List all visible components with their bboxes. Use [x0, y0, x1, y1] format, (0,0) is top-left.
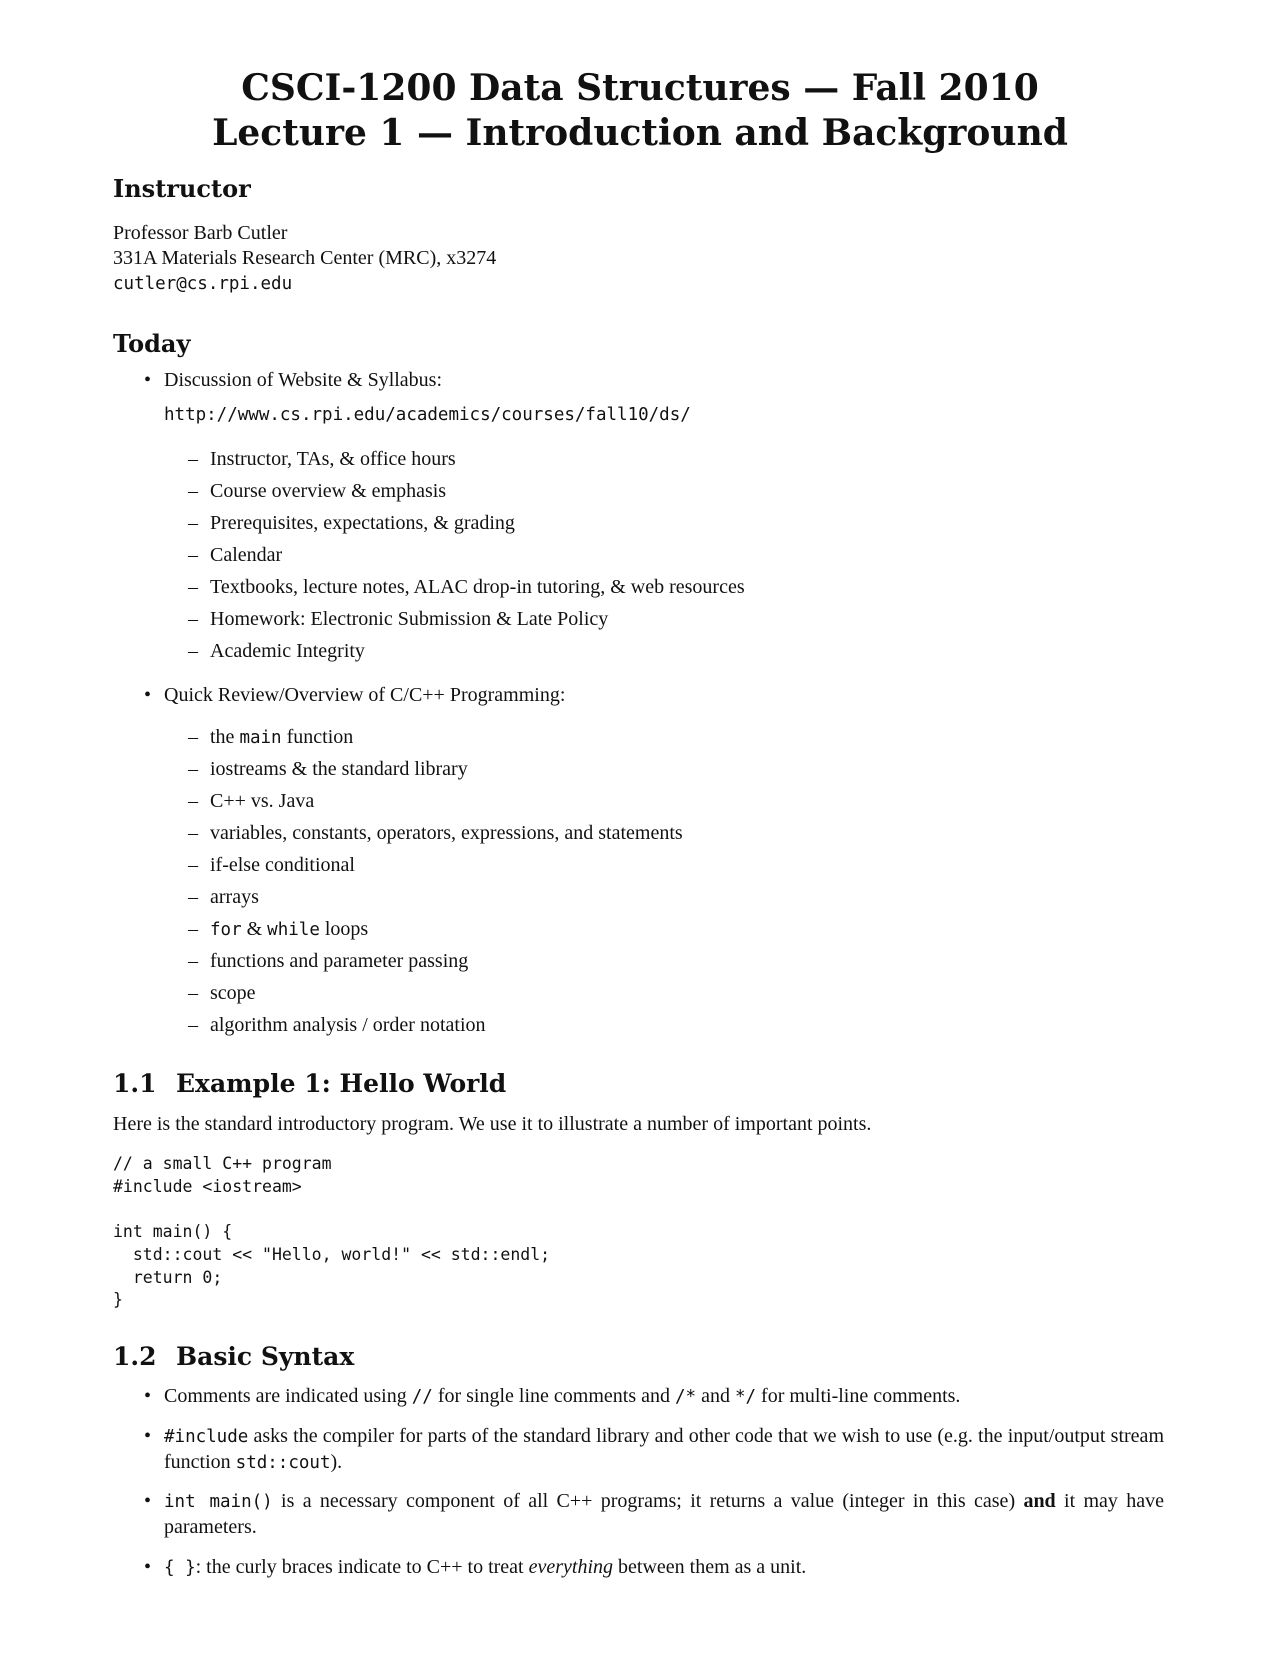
list-item: – Course overview & emphasis — [188, 480, 447, 502]
section-number: 1.2 — [113, 1342, 157, 1371]
list-item: – Instructor, TAs, & office hours — [188, 448, 456, 470]
dash-icon: – — [188, 854, 198, 876]
section-1-1-intro: Here is the standard introductory program. We use it to illustrate a number of important points. — [113, 1113, 872, 1135]
review-item: Quick Review/Overview of C/C++ Programming: — [164, 684, 566, 706]
dash-icon: – — [188, 512, 198, 534]
bullet-icon: • — [144, 1425, 152, 1447]
list-item: – C++ vs. Java — [188, 790, 315, 812]
list-item: – variables, constants, operators, expressions, and statements — [188, 822, 683, 844]
dash-icon: – — [188, 608, 198, 630]
list-item: – functions and parameter passing — [188, 950, 469, 972]
dash-icon: – — [188, 886, 198, 908]
list-item: • #include asks the compiler for parts of the standard library and other code that we wish to use (e.g. the input/output stream function std::cout). — [144, 1425, 1164, 1473]
dash-icon: – — [188, 918, 198, 940]
list-item — [144, 683, 1164, 708]
instructor-email: cutler@cs.rpi.edu — [113, 274, 293, 294]
list-item — [144, 368, 1164, 393]
list-item: – arrays — [188, 886, 259, 908]
list-item: – scope — [188, 982, 256, 1004]
list-item: – for & while loops — [188, 918, 369, 940]
dash-icon: – — [188, 1014, 198, 1036]
dash-icon: – — [188, 544, 198, 566]
course-title: CSCI-1200 Data Structures — Fall 2010 — [241, 67, 1039, 109]
section-number: 1.1 — [113, 1069, 157, 1098]
list-item: – Calendar — [188, 544, 283, 566]
dash-icon: – — [188, 726, 198, 748]
dash-icon: – — [188, 640, 198, 662]
dash-icon: – — [188, 950, 198, 972]
bullet-icon: • — [144, 369, 152, 391]
section-1-1-heading — [113, 1069, 506, 1099]
bullet-icon: • — [144, 1385, 152, 1407]
list-item: – Academic Integrity — [188, 640, 365, 662]
list-item: • int main() is a necessary component of all C++ programs; it returns a value (integer in this case) and it may have parameters. — [144, 1490, 1164, 1538]
code-block: // a small C++ program #include <iostream> int main() { std::cout << "Hello, world!" << std::endl; return 0; } — [113, 1154, 551, 1310]
dash-icon: – — [188, 480, 198, 502]
section-title: Example 1: Hello World — [176, 1069, 507, 1098]
instructor-office: 331A Materials Research Center (MRC), x3274 — [113, 247, 497, 269]
list-item: – the main function — [188, 726, 354, 748]
section-1-2-heading — [113, 1342, 354, 1372]
instructor-name: Professor Barb Cutler — [113, 222, 288, 244]
list-item: • { }: the curly braces indicate to C++ to treat everything between them as a unit. — [144, 1556, 807, 1578]
instructor-heading: Instructor — [113, 174, 251, 203]
dash-icon: – — [188, 982, 198, 1004]
bullet-icon: • — [144, 1490, 152, 1512]
list-item: – iostreams & the standard library — [188, 758, 468, 780]
list-item: – if-else conditional — [188, 854, 355, 876]
bullet-icon: • — [144, 1556, 152, 1578]
dash-icon: – — [188, 822, 198, 844]
bullet-icon: • — [144, 684, 152, 706]
list-item: • Comments are indicated using // for single line comments and /* and */ for multi-line comments. — [144, 1385, 961, 1407]
dash-icon: – — [188, 758, 198, 780]
lecture-title: Lecture 1 — Introduction and Background — [212, 112, 1068, 154]
list-item: – Textbooks, lecture notes, ALAC drop-in tutoring, & web resources — [188, 576, 745, 598]
section-title: Basic Syntax — [176, 1342, 355, 1371]
syllabus-item: Discussion of Website & Syllabus: — [164, 369, 443, 391]
dash-icon: – — [188, 448, 198, 470]
list-item: – Prerequisites, expectations, & grading — [188, 512, 515, 534]
dash-icon: – — [188, 576, 198, 598]
list-item: – algorithm analysis / order notation — [188, 1014, 486, 1036]
course-url[interactable]: http://www.cs.rpi.edu/academics/courses/fall10/ds/ — [164, 405, 691, 425]
dash-icon: – — [188, 790, 198, 812]
today-heading: Today — [113, 329, 191, 358]
list-item: – Homework: Electronic Submission & Late Policy — [188, 608, 609, 630]
